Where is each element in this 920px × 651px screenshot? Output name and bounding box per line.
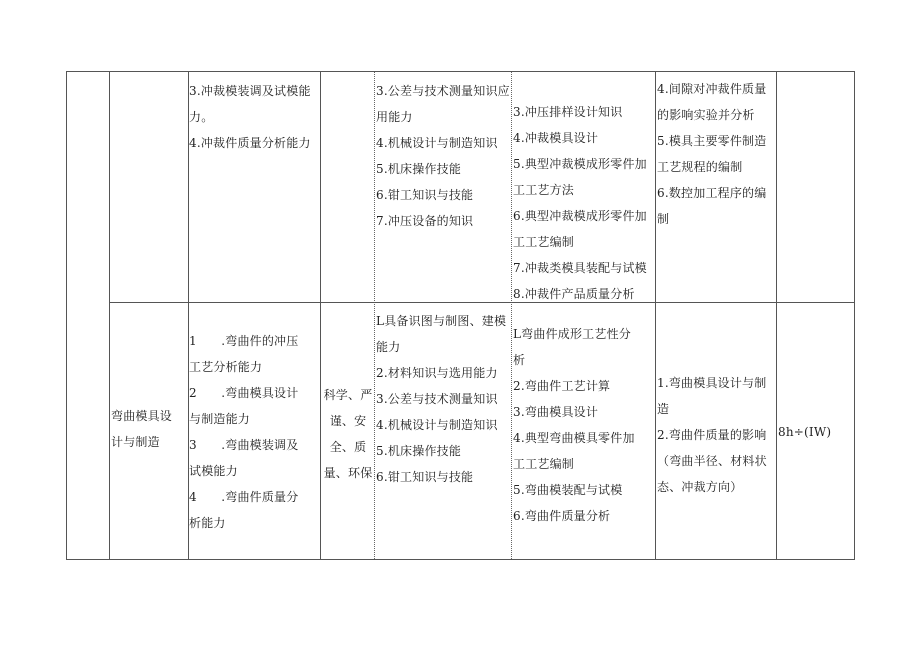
row2-content-line: L弯曲件成形工艺性分 [513, 327, 631, 341]
row2-content-line: 3.弯曲模具设计 [513, 405, 599, 419]
curriculum-table [66, 71, 855, 560]
row1-knowledge-line: 6.钳工知识与技能 [376, 188, 474, 202]
col-divider [320, 72, 321, 559]
row2-content-line: 工工艺编制 [513, 457, 575, 471]
quality-line: 谨、安 [329, 414, 367, 428]
row2-skill-line: 与制造能力 [189, 412, 251, 426]
row2-practice-line: 态、冲裁方向） [657, 480, 743, 494]
row2-content-line: 2.弯曲件工艺计算 [513, 379, 611, 393]
row1-practice-line: 制 [657, 212, 670, 226]
row2-skill-line: 工艺分析能力 [189, 360, 263, 374]
row2-knowledge-line: 4.机械设计与制造知识 [376, 418, 498, 432]
row1-practice-line: 5.模具主要零件制造 [657, 134, 767, 148]
row1-skill-cell [189, 78, 319, 156]
row1-knowledge-line: 7.冲压设备的知识 [376, 214, 474, 228]
module-name-line: 计与制造 [111, 435, 160, 449]
quality-line: 量、环保 [323, 466, 373, 480]
row1-content-line: 7.冲裁类模具装配与试模 [513, 261, 647, 275]
row1-skill-line: 力。 [189, 110, 214, 124]
col-divider [511, 72, 512, 559]
row2-skill-line: 3 .弯曲模装调及 [189, 438, 299, 452]
row2-practice-line: 1.弯曲模具设计与制 [657, 376, 767, 390]
row1-content-line: 6.典型冲裁模成形零件加 [513, 209, 647, 223]
module-name-line: 弯曲模具设 [111, 409, 173, 423]
row1-content-line: 5.典型冲裁模成形零件加 [513, 157, 647, 171]
col-divider [655, 72, 656, 559]
row2-content-line: 析 [513, 353, 526, 367]
row1-knowledge-line: 3.公差与技术测量知识应 [376, 84, 510, 98]
row2-content-line: 5.弯曲模装配与试模 [513, 483, 623, 497]
row2-practice-cell [657, 370, 775, 500]
row-divider [109, 302, 854, 303]
row1-practice-line: 6.数控加工程序的编 [657, 186, 767, 200]
row2-skill-line: 1 .弯曲件的冲压 [189, 334, 299, 348]
row1-knowledge-line: 5.机床操作技能 [376, 162, 462, 176]
row2-knowledge-line: L具备识图与制图、建模 [376, 314, 507, 328]
row2-knowledge-line: 6.钳工知识与技能 [376, 470, 474, 484]
row1-practice-line: 工艺规程的编制 [657, 160, 743, 174]
row2-practice-line: （弯曲半径、材料状 [657, 454, 767, 468]
row2-skill-line: 试模能力 [189, 464, 238, 478]
row1-practice-cell [657, 76, 775, 232]
row2-content-cell [513, 321, 654, 529]
row2-practice-line: 造 [657, 402, 670, 416]
row2-knowledge-line: 3.公差与技术测量知识 [376, 392, 498, 406]
row1-knowledge-cell [376, 78, 510, 234]
row1-knowledge-line: 用能力 [376, 110, 413, 124]
col-divider [776, 72, 777, 559]
col-divider [109, 72, 110, 559]
row2-quality-cell [322, 382, 374, 486]
row2-content-line: 4.典型弯曲模具零件加 [513, 431, 635, 445]
quality-line: 科学、严 [323, 388, 373, 402]
row2-skill-cell [189, 328, 319, 536]
row2-knowledge-line: 2.材料知识与选用能力 [376, 366, 498, 380]
row2-skill-line: 2 .弯曲模具设计 [189, 386, 299, 400]
row2-knowledge-line: 能力 [376, 340, 401, 354]
row2-content-line: 6.弯曲件质量分析 [513, 509, 611, 523]
hours-value: 8h÷(IW) [778, 425, 832, 439]
row2-practice-line: 2.弯曲件质量的影响 [657, 428, 767, 442]
row1-skill-line: 4.冲裁件质量分析能力 [189, 136, 311, 150]
row1-skill-line: 3.冲裁模装调及试模能 [189, 84, 311, 98]
row1-content-cell [513, 99, 654, 307]
row2-skill-line: 4 .弯曲件质量分 [189, 490, 299, 504]
row1-content-line: 3.冲压排样设计知识 [513, 105, 623, 119]
row1-practice-line: 4.间隙对冲裁件质量 [657, 82, 767, 96]
row2-knowledge-line: 5.机床操作技能 [376, 444, 462, 458]
row1-content-line: 工工艺编制 [513, 235, 575, 249]
row1-knowledge-line: 4.机械设计与制造知识 [376, 136, 498, 150]
row2-skill-line: 析能力 [189, 516, 226, 530]
col-divider [374, 72, 375, 559]
quality-line: 全、质 [329, 440, 367, 454]
row1-content-line: 工工艺方法 [513, 183, 575, 197]
row1-content-line: 8.冲裁件产品质量分析 [513, 287, 635, 301]
row2-module-cell [111, 403, 187, 455]
row1-practice-line: 的影响实验并分析 [657, 108, 755, 122]
row2-hours-cell [778, 419, 854, 445]
row2-knowledge-cell [376, 308, 510, 490]
row1-content-line: 4.冲裁模具设计 [513, 131, 599, 145]
